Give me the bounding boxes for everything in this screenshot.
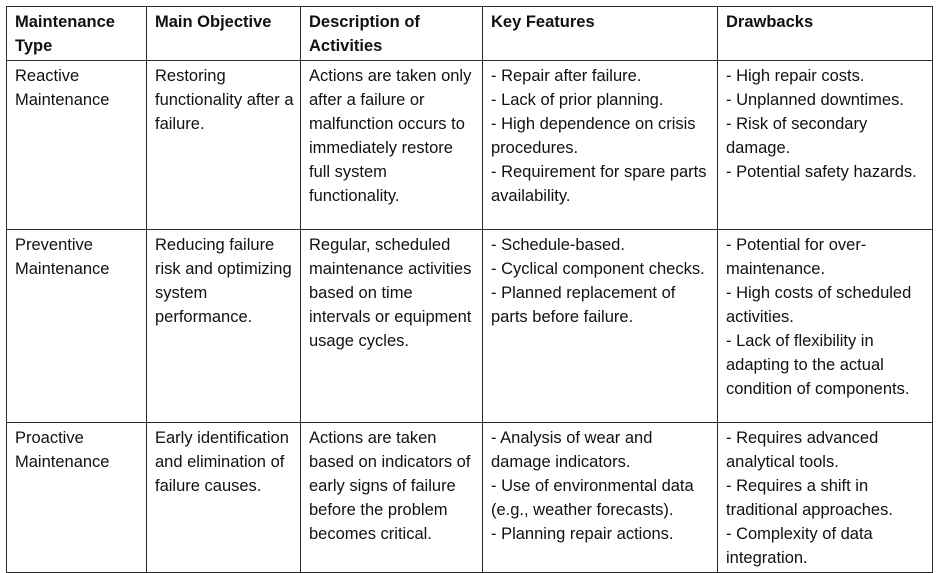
drawback-item: - Unplanned downtimes. <box>726 91 904 109</box>
drawback-item: - Requires advanced analytical tools. <box>726 429 879 471</box>
cell-drawbacks <box>718 423 933 573</box>
cell-description: Actions are taken based on indicators of early signs of failure before the problem becomes critical. <box>301 423 483 573</box>
cell-drawbacks <box>718 230 933 423</box>
header-drawbacks: Drawbacks <box>718 7 933 61</box>
table-row <box>7 61 933 230</box>
cell-maintenance-type: Reactive Maintenance <box>7 61 147 230</box>
drawback-item: - Potential for over-maintenance. <box>726 236 867 278</box>
header-main-objective: Main Objective <box>147 7 301 61</box>
cell-description: Actions are taken only after a failure or malfunction occurs to immediately restore full system functionality. <box>301 61 483 230</box>
table-header-row <box>7 7 933 61</box>
drawback-item: - Requires a shift in traditional approaches. <box>726 477 893 519</box>
table-row <box>7 230 933 423</box>
feature-item: - Cyclical component checks. <box>491 260 705 278</box>
cell-maintenance-type: Proactive Maintenance <box>7 423 147 573</box>
drawback-item: - High costs of scheduled activities. <box>726 284 912 326</box>
drawback-item: - Potential safety hazards. <box>726 163 917 181</box>
cell-key-features <box>483 423 718 573</box>
header-description: Description of Activities <box>301 7 483 61</box>
feature-item: - Analysis of wear and damage indicators. <box>491 429 653 471</box>
drawback-item: - Complexity of data integration. <box>726 525 873 567</box>
cell-maintenance-type: Preventive Maintenance <box>7 230 147 423</box>
cell-key-features <box>483 61 718 230</box>
feature-item: - Planning repair actions. <box>491 525 674 543</box>
table-row <box>7 423 933 573</box>
feature-item: - Planned replacement of parts before failure. <box>491 284 676 326</box>
feature-item: - Repair after failure. <box>491 67 642 85</box>
cell-main-objective: Reducing failure risk and optimizing system performance. <box>147 230 301 423</box>
header-maintenance-type: Maintenance Type <box>7 7 147 61</box>
drawback-item: - High repair costs. <box>726 67 865 85</box>
cell-key-features <box>483 230 718 423</box>
drawback-item: - Lack of flexibility in adapting to the actual condition of components. <box>726 332 910 398</box>
drawback-item: - Risk of secondary damage. <box>726 115 868 157</box>
cell-drawbacks <box>718 61 933 230</box>
cell-main-objective: Restoring functionality after a failure. <box>147 61 301 230</box>
feature-item: - Lack of prior planning. <box>491 91 664 109</box>
cell-description: Regular, scheduled maintenance activities based on time intervals or equipment usage cycles. <box>301 230 483 423</box>
feature-item: - High dependence on crisis procedures. <box>491 115 696 157</box>
maintenance-comparison-table <box>6 6 933 573</box>
cell-main-objective: Early identification and elimination of failure causes. <box>147 423 301 573</box>
feature-item: - Schedule-based. <box>491 236 625 254</box>
feature-item: - Use of environmental data (e.g., weather forecasts). <box>491 477 694 519</box>
feature-item: - Requirement for spare parts availability. <box>491 163 707 205</box>
header-key-features: Key Features <box>483 7 718 61</box>
